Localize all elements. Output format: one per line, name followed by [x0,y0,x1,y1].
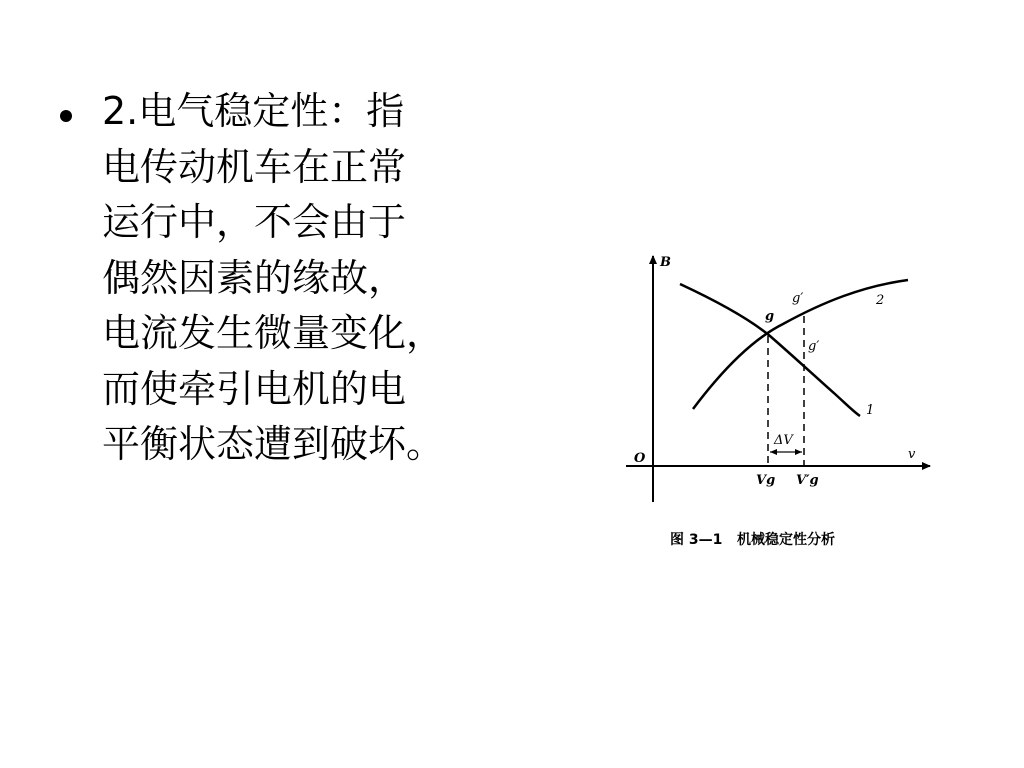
bullet-line: 运行中，不会由于 [102,200,407,244]
x-axis-label: v [908,447,916,462]
bullet-line: 平衡状态遭到破坏。 [102,422,445,466]
origin-label: O [634,451,646,466]
bullet-line: 电流发生微量变化， [102,311,445,355]
bullet-line: 电传动机车在正常 [102,144,407,189]
curve-1-label: 1 [866,403,875,418]
vg-label: Vg [756,473,776,488]
delta-v-label: ΔV [774,433,793,448]
point-g-label: g [765,309,775,324]
bullet-paragraph [102,84,492,473]
point-g-prime-lower-label: g′ [808,339,820,354]
bullet-line: 2.电气稳定性：指 [102,89,405,133]
curve-2-label: 2 [876,293,885,308]
curve-1 [680,284,860,416]
stability-figure [618,244,938,564]
y-axis-label: B [660,255,671,270]
figure-caption: 图 3—1 机械稳定性分析 [670,532,835,548]
bullet-dot-icon [60,110,72,122]
bullet-line: 偶然因素的缘故， [102,255,407,300]
vg-prime-label: V′g [796,473,819,488]
bullet-line: 而使牵引电机的电 [102,366,407,411]
point-g-prime-upper-label: g′ [792,291,804,306]
stability-diagram [618,244,938,564]
